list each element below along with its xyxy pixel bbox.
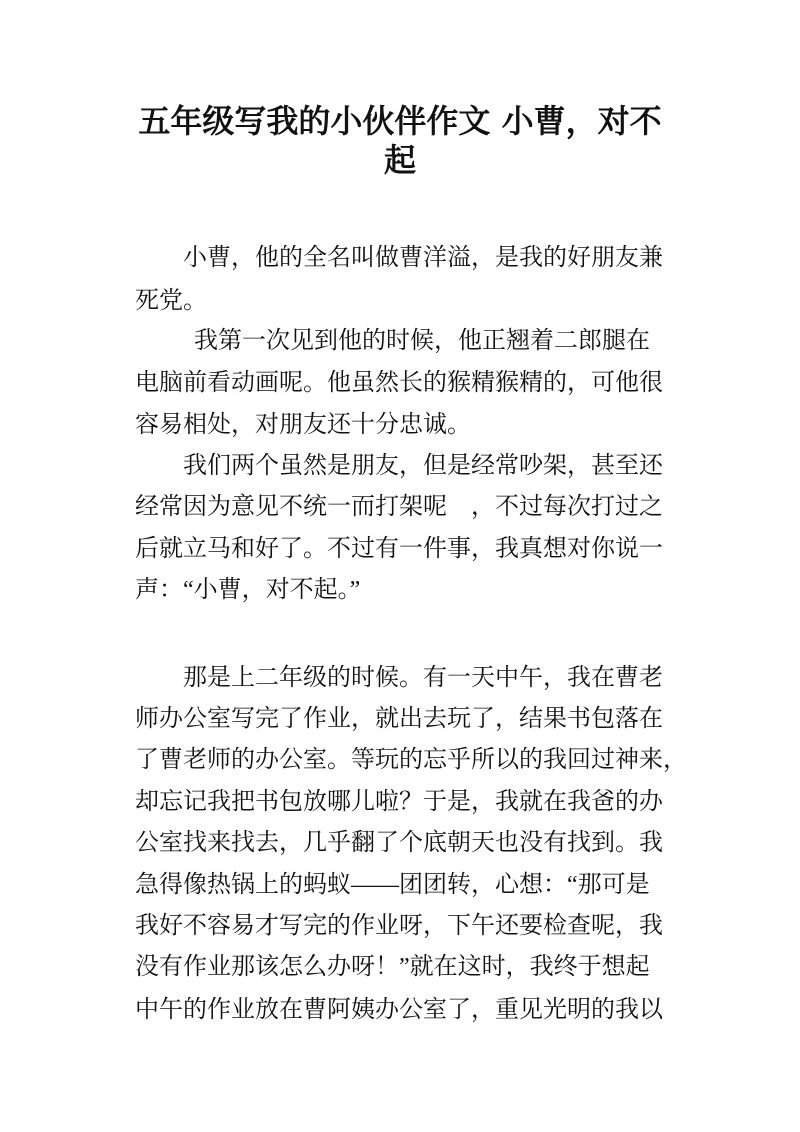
title-line-1: 五年级写我的小伙伴作文 小曹，对不 bbox=[138, 102, 662, 140]
paragraph-line: 后就立马和好了。不过有一件事，我真想对你说一 bbox=[135, 536, 663, 562]
paragraph-line: 容易相处，对朋友还十分忠诚。 bbox=[135, 412, 471, 438]
paragraph-line: 我们两个虽然是朋友，但是经常吵架，甚至还 bbox=[183, 453, 663, 479]
paragraph-line: 中午的作业放在曹阿姨办公室了，重见光明的我以 bbox=[135, 997, 663, 1023]
paragraph-line: 声：“小曹，对不起。” bbox=[135, 577, 361, 603]
paragraph-line: 电脑前看动画呢。他虽然长的猴精猴精的，可他很 bbox=[135, 370, 663, 396]
paragraph-line: 却忘记我把书包放哪儿啦？于是，我就在我爸的办 bbox=[135, 789, 663, 815]
paragraph-line: 经常因为意见不统一而打架呢 ，不过每次打过之 bbox=[135, 494, 663, 520]
paragraph-line: 急得像热锅上的蚂蚁——团团转，心想：“那可是 bbox=[135, 872, 650, 898]
paragraph-line: 我第一次见到他的时候，他正翘着二郎腿在 bbox=[194, 328, 650, 354]
paragraph-line: 我好不容易才写完的作业呀，下午还要检查呢，我 bbox=[135, 913, 663, 939]
paragraph-line: 那是上二年级的时候。有一天中午，我在曹老 bbox=[183, 665, 663, 691]
paragraph-line: 没有作业那该怎么办呀！”就在这时，我终于想起 bbox=[135, 954, 650, 980]
paragraph-line: 师办公室写完了作业，就出去玩了，结果书包落在 bbox=[135, 706, 663, 732]
paragraph-line: 小曹，他的全名叫做曹洋溢，是我的好朋友兼 bbox=[183, 245, 663, 271]
paragraph-line: 了曹老师的办公室。等玩的忘乎所以的我回过神来， bbox=[135, 747, 687, 773]
title-line-2: 起 bbox=[383, 141, 416, 179]
paragraph-line: 公室找来找去，几乎翻了个底朝天也没有找到。我 bbox=[135, 830, 663, 856]
paragraph-line: 死党。 bbox=[135, 288, 207, 314]
